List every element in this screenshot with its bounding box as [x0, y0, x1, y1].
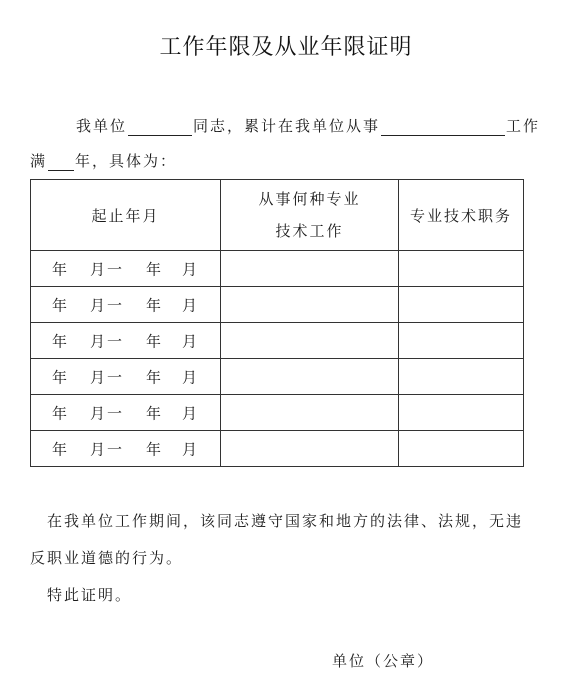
month-dash-label: 月一: [90, 296, 125, 314]
work-history-table: [30, 179, 524, 467]
year-label: 年: [52, 260, 70, 278]
year-label: 年: [146, 260, 164, 278]
month-dash-label: 月一: [90, 404, 125, 422]
intro-text-comrade: 同志，累计在我单位从事: [193, 117, 381, 135]
month-dash-label: 月一: [90, 332, 125, 350]
compliance-statement-line1: 在我单位工作期间，该同志遵守国家和地方的法律、法规，无违: [47, 512, 524, 530]
period-cell[interactable]: [31, 287, 221, 323]
name-blank[interactable]: [128, 119, 192, 136]
table-row: [31, 359, 524, 395]
table-row: [31, 323, 524, 359]
work-cell[interactable]: [221, 323, 399, 359]
month-dash-label: 月一: [90, 260, 125, 278]
table-row: [31, 287, 524, 323]
period-cell[interactable]: [31, 395, 221, 431]
period-cell[interactable]: [31, 323, 221, 359]
years-blank[interactable]: [48, 154, 74, 171]
year-label: 年: [52, 368, 70, 386]
table-row: [31, 431, 524, 467]
header-period: 起止年月: [31, 180, 221, 251]
header-work-type: [221, 180, 399, 251]
period-cell[interactable]: [31, 359, 221, 395]
document-title: 工作年限及从业年限证明: [159, 35, 413, 60]
year-label: 年: [52, 296, 70, 314]
year-label: 年: [52, 404, 70, 422]
year-label: 年: [146, 296, 164, 314]
compliance-statement-line2: 反职业道德的行为。: [30, 549, 184, 567]
period-cell[interactable]: [31, 251, 221, 287]
title-cell[interactable]: [399, 287, 524, 323]
intro-text-unit: 我单位: [76, 117, 128, 135]
work-cell[interactable]: [221, 359, 399, 395]
year-label: 年: [52, 440, 70, 458]
title-cell[interactable]: [399, 251, 524, 287]
certification-statement: 特此证明。: [47, 586, 133, 604]
intro-line-2: [30, 151, 177, 171]
year-label: 年: [146, 332, 164, 350]
month-dash-label: 月一: [90, 440, 125, 458]
year-label: 年: [146, 368, 164, 386]
month-label: 月: [182, 404, 200, 422]
work-cell[interactable]: [221, 395, 399, 431]
year-label: 年: [52, 332, 70, 350]
year-label: 年: [146, 440, 164, 458]
header-work-type-line1: 从事何种专业: [258, 190, 361, 208]
intro-text-work: 工作: [506, 117, 541, 135]
month-label: 月: [182, 368, 200, 386]
work-cell[interactable]: [221, 287, 399, 323]
period-cell[interactable]: [31, 431, 221, 467]
month-label: 月: [182, 440, 200, 458]
month-label: 月: [182, 296, 200, 314]
table-header-row: [31, 180, 524, 251]
table-row: [31, 251, 524, 287]
profession-blank[interactable]: [381, 119, 505, 136]
header-work-type-line2: 技术工作: [275, 222, 344, 240]
unit-seal-label: 单位（公章）: [332, 652, 435, 670]
year-label: 年: [146, 404, 164, 422]
intro-text-years: 年，具体为：: [75, 152, 178, 170]
work-cell[interactable]: [221, 431, 399, 467]
month-label: 月: [182, 260, 200, 278]
title-cell[interactable]: [399, 431, 524, 467]
title-cell[interactable]: [399, 359, 524, 395]
intro-line-1: [76, 116, 540, 136]
header-title: 专业技术职务: [399, 180, 524, 251]
work-cell[interactable]: [221, 251, 399, 287]
title-cell[interactable]: [399, 395, 524, 431]
title-cell[interactable]: [399, 323, 524, 359]
intro-text-full: 满: [30, 152, 48, 170]
table-row: [31, 395, 524, 431]
month-label: 月: [182, 332, 200, 350]
month-dash-label: 月一: [90, 368, 125, 386]
